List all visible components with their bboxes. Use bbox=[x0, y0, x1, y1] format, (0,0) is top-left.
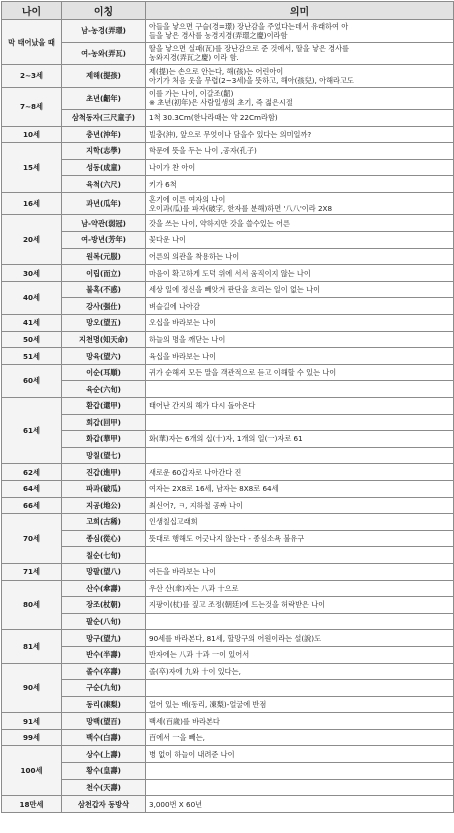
table-row bbox=[2, 232, 454, 249]
age-cell: 10세 bbox=[2, 126, 62, 143]
meaning-line: 갓을 쓰는 나이, 약하지만 갓을 쓸수있는 어른 bbox=[149, 218, 290, 228]
name-cell: 망팔(望八) bbox=[62, 563, 146, 580]
table-row bbox=[2, 126, 454, 143]
name-cell: 망백(望百) bbox=[62, 713, 146, 730]
meaning-line: 오십을 바라보는 나이 bbox=[149, 318, 217, 328]
meaning-cell bbox=[146, 192, 454, 215]
age-names-table bbox=[1, 1, 454, 813]
name-cell: 삼척동자(三尺童子) bbox=[62, 110, 146, 127]
table-row bbox=[2, 563, 454, 580]
table-row bbox=[2, 464, 454, 481]
header-meaning: 의미 bbox=[146, 2, 454, 20]
age-cell: 91세 bbox=[2, 713, 62, 730]
table-row bbox=[2, 646, 454, 663]
name-cell: 지천명(知天命) bbox=[62, 331, 146, 348]
table-row bbox=[2, 348, 454, 365]
age-cell: 41세 bbox=[2, 315, 62, 332]
name-cell: 지공(地公) bbox=[62, 497, 146, 514]
name-cell: 제해(提孩) bbox=[62, 65, 146, 88]
table-row bbox=[2, 176, 454, 193]
meaning-line: 최신어?, ㅋ, 지하철 공짜 나이 bbox=[149, 500, 243, 510]
name-cell: 강사(强仕) bbox=[62, 298, 146, 315]
age-cell: 40세 bbox=[2, 281, 62, 314]
meaning-cell bbox=[146, 680, 454, 697]
meaning-line: 학문에 뜻을 두는 나이 ,공자(孔子) bbox=[149, 146, 257, 156]
name-cell: 종심(從心) bbox=[62, 530, 146, 547]
meaning-cell bbox=[146, 381, 454, 398]
table-row bbox=[2, 530, 454, 547]
meaning-line: 마음이 확고하게 도덕 위에 서서 움직이지 않는 나이 bbox=[149, 268, 311, 278]
meaning-line: 여든을 바라보는 나이 bbox=[149, 567, 217, 577]
age-cell: 30세 bbox=[2, 265, 62, 282]
name-cell: 망구(望九) bbox=[62, 630, 146, 647]
name-cell: 남-약관(弱冠) bbox=[62, 215, 146, 232]
meaning-cell bbox=[146, 763, 454, 780]
meaning-cell bbox=[146, 779, 454, 796]
table-row bbox=[2, 547, 454, 564]
meaning-line: 제(提)는 손으로 안는다, 해(孩)는 어린아이 bbox=[149, 66, 284, 76]
table-row bbox=[2, 497, 454, 514]
meaning-line: ※ 초년(初年)은 사람일생의 초기, 즉 젊은시절 bbox=[149, 98, 293, 108]
age-cell: 막 태어났을 때 bbox=[2, 20, 62, 65]
table-row bbox=[2, 192, 454, 215]
meaning-cell bbox=[146, 143, 454, 160]
age-cell: 2~3세 bbox=[2, 65, 62, 88]
meaning-cell bbox=[146, 431, 454, 448]
table-row bbox=[2, 143, 454, 160]
table-row bbox=[2, 159, 454, 176]
meaning-line: 百에서 一을 빼는, bbox=[149, 733, 205, 743]
age-cell: 50세 bbox=[2, 331, 62, 348]
meaning-cell bbox=[146, 331, 454, 348]
table-row bbox=[2, 663, 454, 680]
meaning-cell bbox=[146, 126, 454, 143]
meaning-line: 아들을 낳으면 구슬(경=璟) 장난감을 주었다는데서 유래하여 아 bbox=[149, 21, 349, 31]
meaning-cell bbox=[146, 696, 454, 713]
meaning-cell bbox=[146, 796, 454, 813]
age-cell: 99세 bbox=[2, 729, 62, 746]
meaning-cell bbox=[146, 348, 454, 365]
meaning-cell bbox=[146, 265, 454, 282]
meaning-cell bbox=[146, 65, 454, 88]
age-cell: 64세 bbox=[2, 480, 62, 497]
name-cell: 삼천갑자 동방삭 bbox=[62, 796, 146, 813]
meaning-line: 반자에는 八과 十과 一이 있어서 bbox=[149, 650, 250, 660]
table-row bbox=[2, 796, 454, 813]
name-cell: 남-농경(弄璟) bbox=[62, 20, 146, 43]
name-cell: 과년(瓜年) bbox=[62, 192, 146, 215]
table-row bbox=[2, 281, 454, 298]
meaning-cell bbox=[146, 20, 454, 43]
age-cell: 15세 bbox=[2, 143, 62, 193]
table-row bbox=[2, 729, 454, 746]
table-row bbox=[2, 315, 454, 332]
meaning-cell bbox=[146, 87, 454, 110]
age-cell: 18만세 bbox=[2, 796, 62, 813]
table-row bbox=[2, 265, 454, 282]
meaning-line: 병 없이 하늘이 내려준 나이 bbox=[149, 749, 235, 759]
name-cell: 여-방년(芳年) bbox=[62, 232, 146, 249]
name-cell: 화갑(華甲) bbox=[62, 431, 146, 448]
meaning-line: 딸을 낳으면 실패(瓦)를 장난감으로 준 것에서, 딸을 낳은 경사를 bbox=[149, 44, 349, 54]
meaning-cell bbox=[146, 215, 454, 232]
name-cell: 반수(半壽) bbox=[62, 646, 146, 663]
name-cell: 원복(元服) bbox=[62, 248, 146, 265]
table-row bbox=[2, 779, 454, 796]
meaning-cell bbox=[146, 398, 454, 415]
name-cell: 이립(而立) bbox=[62, 265, 146, 282]
meaning-line: 90세를 바라본다, 81세, 할망구의 어원이라는 설(說)도 bbox=[149, 633, 322, 643]
age-cell: 66세 bbox=[2, 497, 62, 514]
name-cell: 불혹(不惑) bbox=[62, 281, 146, 298]
age-cell: 71세 bbox=[2, 563, 62, 580]
name-cell: 천수(天壽) bbox=[62, 779, 146, 796]
table-row bbox=[2, 746, 454, 763]
name-cell: 구순(九旬) bbox=[62, 680, 146, 697]
age-cell: 20세 bbox=[2, 215, 62, 265]
meaning-line: 여자는 2X8로 16세, 남자는 8X8로 64세 bbox=[149, 484, 279, 494]
meaning-cell bbox=[146, 298, 454, 315]
name-cell: 지학(志學) bbox=[62, 143, 146, 160]
meaning-line: 빌충(沖), 앞으로 무엇이나 담을수 있다는 의미일까? bbox=[149, 129, 312, 139]
meaning-cell bbox=[146, 597, 454, 614]
table-row bbox=[2, 580, 454, 597]
age-cell: 7~8세 bbox=[2, 87, 62, 126]
table-row bbox=[2, 680, 454, 697]
table-row bbox=[2, 613, 454, 630]
name-cell: 망육(望六) bbox=[62, 348, 146, 365]
meaning-cell bbox=[146, 159, 454, 176]
age-cell: 60세 bbox=[2, 364, 62, 397]
name-cell: 산수(傘壽) bbox=[62, 580, 146, 597]
meaning-line: 이를 가는 나이, 이갈조(齠) bbox=[149, 89, 234, 99]
table-row bbox=[2, 713, 454, 730]
name-cell: 육순(六旬) bbox=[62, 381, 146, 398]
meaning-cell bbox=[146, 530, 454, 547]
meaning-cell bbox=[146, 464, 454, 481]
name-cell: 장조(杖朝) bbox=[62, 597, 146, 614]
meaning-line: 새로운 60갑자로 나아간다 진 bbox=[149, 467, 242, 477]
name-cell: 회갑(回甲) bbox=[62, 414, 146, 431]
table-row bbox=[2, 42, 454, 65]
meaning-cell bbox=[146, 315, 454, 332]
meaning-cell bbox=[146, 110, 454, 127]
meaning-line: 3,000번 X 60년 bbox=[149, 799, 203, 809]
name-cell: 망칠(望七) bbox=[62, 447, 146, 464]
meaning-cell bbox=[146, 613, 454, 630]
table-row bbox=[2, 331, 454, 348]
table-row bbox=[2, 65, 454, 88]
name-cell: 성동(成童) bbox=[62, 159, 146, 176]
table-row bbox=[2, 381, 454, 398]
meaning-line: 육십을 바라보는 나이 bbox=[149, 351, 217, 361]
meaning-line: 아기가 처음 웃을 무렵(2~3세)을 뜻하고, 해아(孩兒), 아해라고도 bbox=[149, 75, 354, 85]
meaning-cell bbox=[146, 480, 454, 497]
name-cell: 진갑(進甲) bbox=[62, 464, 146, 481]
meaning-line: 나이가 찬 아이 bbox=[149, 163, 196, 173]
meaning-line: 귀가 순해져 모든 말을 객관적으로 듣고 이해할 수 있는 나이 bbox=[149, 368, 337, 378]
meaning-line: 농와지경(弄瓦之慶) 이라 함. bbox=[149, 53, 239, 63]
table-row bbox=[2, 87, 454, 110]
name-cell: 동리(凍梨) bbox=[62, 696, 146, 713]
meaning-cell bbox=[146, 563, 454, 580]
name-cell: 백수(白壽) bbox=[62, 729, 146, 746]
meaning-line: 졸(卒)자에 九와 十이 있다는, bbox=[149, 666, 241, 676]
meaning-cell bbox=[146, 630, 454, 647]
table-row bbox=[2, 364, 454, 381]
table-row bbox=[2, 110, 454, 127]
age-cell: 100세 bbox=[2, 746, 62, 796]
name-cell: 황수(皇壽) bbox=[62, 763, 146, 780]
meaning-line: 꽃다운 나이 bbox=[149, 235, 187, 245]
meaning-line: 혼기에 이른 여자의 나이 bbox=[149, 194, 226, 204]
table-row bbox=[2, 514, 454, 531]
meaning-cell bbox=[146, 663, 454, 680]
name-cell: 상수(上壽) bbox=[62, 746, 146, 763]
table-row bbox=[2, 215, 454, 232]
name-cell: 망오(望五) bbox=[62, 315, 146, 332]
age-cell: 62세 bbox=[2, 464, 62, 481]
meaning-line: 키가 6척 bbox=[149, 179, 177, 189]
header-name: 이칭 bbox=[62, 2, 146, 20]
meaning-line: 얼어 있는 배(동리, 凍梨)-얼굴에 반점 bbox=[149, 699, 267, 709]
table-row bbox=[2, 447, 454, 464]
name-cell: 여-농와(弄瓦) bbox=[62, 42, 146, 65]
meaning-cell bbox=[146, 547, 454, 564]
name-cell: 졸수(卒壽) bbox=[62, 663, 146, 680]
meaning-cell bbox=[146, 281, 454, 298]
meaning-cell bbox=[146, 746, 454, 763]
meaning-line: 세상 일에 정신을 빼앗겨 판단을 흐리는 일이 없는 나이 bbox=[149, 285, 321, 295]
meaning-cell bbox=[146, 580, 454, 597]
meaning-line: 뜻대로 행해도 어긋나지 않는다 - 종심소욕 불유구 bbox=[149, 534, 305, 544]
meaning-cell bbox=[146, 414, 454, 431]
table-row bbox=[2, 431, 454, 448]
table-row bbox=[2, 763, 454, 780]
meaning-cell bbox=[146, 447, 454, 464]
table-row bbox=[2, 398, 454, 415]
meaning-cell bbox=[146, 713, 454, 730]
meaning-line: 하늘의 명을 깨닫는 나이 bbox=[149, 334, 226, 344]
age-cell: 51세 bbox=[2, 348, 62, 365]
name-cell: 이순(耳順) bbox=[62, 364, 146, 381]
meaning-line: 태어난 간지의 해가 다시 돌아온다 bbox=[149, 401, 256, 411]
meaning-line: 백세(百歲)를 바라본다 bbox=[149, 716, 220, 726]
name-cell: 육척(六尺) bbox=[62, 176, 146, 193]
name-cell: 파과(破瓜) bbox=[62, 480, 146, 497]
age-cell: 90세 bbox=[2, 663, 62, 713]
meaning-cell bbox=[146, 497, 454, 514]
age-cell: 16세 bbox=[2, 192, 62, 215]
table-row bbox=[2, 20, 454, 43]
meaning-cell bbox=[146, 514, 454, 531]
table-row bbox=[2, 248, 454, 265]
meaning-line: 우산 산(傘)자는 八과 十으로 bbox=[149, 583, 239, 593]
meaning-cell bbox=[146, 646, 454, 663]
meaning-cell bbox=[146, 364, 454, 381]
name-cell: 초년(齠年) bbox=[62, 87, 146, 110]
name-cell: 고희(古稀) bbox=[62, 514, 146, 531]
table-row bbox=[2, 480, 454, 497]
age-cell: 61세 bbox=[2, 398, 62, 464]
meaning-cell bbox=[146, 176, 454, 193]
table-body bbox=[2, 20, 454, 813]
name-cell: 칠순(七旬) bbox=[62, 547, 146, 564]
meaning-line: 화(華)자는 6개의 십(十)자, 1개의 일(一)자로 61 bbox=[149, 434, 303, 444]
meaning-line: 어른의 의관을 착용하는 나이 bbox=[149, 251, 240, 261]
table-row bbox=[2, 696, 454, 713]
name-cell: 팔순(八旬) bbox=[62, 613, 146, 630]
name-cell: 충년(沖年) bbox=[62, 126, 146, 143]
meaning-line: 오이과(瓜)를 파자(破字, 한자를 분해)하면 '八八'이라 2X8 bbox=[149, 203, 333, 213]
meaning-line: 1척 30.3Cm(한나라때는 약 22Cm라함) bbox=[149, 113, 278, 123]
meaning-line: 벼슬길에 나아감 bbox=[149, 301, 200, 311]
meaning-line: 들을 낳은 경사를 농경지경(弄璟之慶)이라함 bbox=[149, 30, 288, 40]
table-row bbox=[2, 630, 454, 647]
meaning-cell bbox=[146, 729, 454, 746]
header-row bbox=[2, 2, 454, 20]
meaning-cell bbox=[146, 232, 454, 249]
meaning-cell bbox=[146, 42, 454, 65]
name-cell: 환갑(還甲) bbox=[62, 398, 146, 415]
meaning-cell bbox=[146, 248, 454, 265]
age-cell: 81세 bbox=[2, 630, 62, 663]
table-row bbox=[2, 597, 454, 614]
table-row bbox=[2, 414, 454, 431]
table-row bbox=[2, 298, 454, 315]
meaning-line: 인생칠십고래희 bbox=[149, 517, 198, 527]
meaning-line: 지팡이(杖)를 짚고 조정(朝廷)에 드는것을 허락받은 나이 bbox=[149, 600, 326, 610]
age-cell: 80세 bbox=[2, 580, 62, 630]
age-cell: 70세 bbox=[2, 514, 62, 564]
header-age: 나이 bbox=[2, 2, 62, 20]
